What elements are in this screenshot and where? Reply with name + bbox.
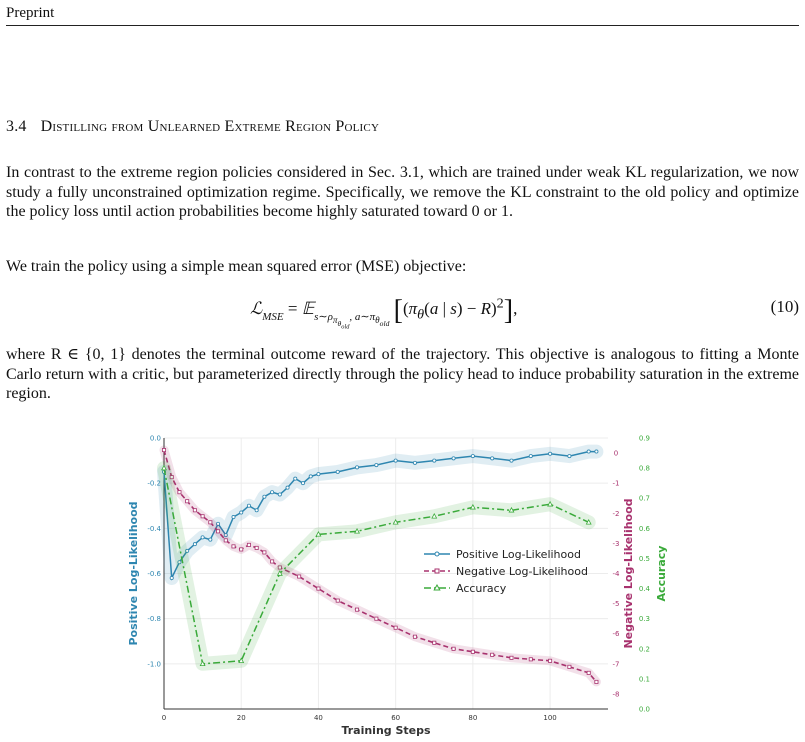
- y-right1-tick-label: -4: [612, 570, 620, 578]
- y-right1-tick-label: -3: [612, 539, 620, 548]
- data-point: [209, 521, 212, 524]
- data-point: [529, 454, 532, 457]
- y-right1-tick-label: -7: [612, 660, 620, 669]
- y-right1-tick-label: -5: [612, 600, 620, 609]
- data-point: [595, 450, 598, 453]
- y-right2-tick-label: 0.0: [638, 705, 650, 714]
- equation-number: (10): [770, 297, 799, 316]
- legend-label: Accuracy: [456, 582, 507, 595]
- y-right2-tick-label: 0.9: [638, 434, 650, 443]
- x-tick-label: 20: [236, 714, 246, 722]
- data-point: [394, 626, 397, 629]
- data-point: [224, 539, 227, 542]
- data-point: [548, 452, 551, 455]
- data-point: [309, 475, 312, 478]
- data-point: [298, 575, 301, 578]
- legend-marker: [435, 569, 439, 573]
- data-point: [186, 500, 189, 503]
- legend-marker: [435, 552, 439, 556]
- data-point: [178, 491, 181, 494]
- data-point: [471, 650, 474, 653]
- section-title: Distilling from Unlearned Extreme Region Policy: [40, 118, 380, 135]
- y-right1-tick-label: -2: [612, 509, 620, 518]
- data-point: [355, 466, 358, 469]
- data-point: [271, 560, 274, 563]
- equation-mse: [6, 285, 799, 333]
- y-right2-tick-label: 0.5: [638, 554, 650, 563]
- data-point: [510, 459, 513, 462]
- data-point: [209, 538, 212, 541]
- data-point: [568, 665, 571, 668]
- data-point: [263, 495, 266, 498]
- data-point: [587, 671, 590, 674]
- data-point: [247, 504, 250, 507]
- y-right2-axis-label: Accuracy: [655, 545, 668, 602]
- equation-body: ℒ$_{MSE}$ = 𝔼$_{s\sim\rho_{\pi_{\theta_{old}}}, a\sim\pi_{\theta_{old}}}$ [($\pi_\theta(a$ | s) − R)$^2$],: [250, 295, 518, 331]
- data-point: [286, 486, 289, 489]
- y-right2-tick-label: 0.6: [638, 524, 650, 533]
- data-point: [162, 448, 165, 451]
- training-chart: [118, 430, 688, 742]
- data-point: [317, 473, 320, 476]
- data-point: [394, 459, 397, 462]
- y-right2-tick-label: 0.7: [638, 494, 650, 503]
- y-left-tick-label: -1.0: [147, 660, 161, 669]
- data-point: [193, 543, 196, 546]
- data-point: [201, 536, 204, 539]
- y-left-tick-label: -0.6: [147, 570, 161, 578]
- data-point: [255, 509, 258, 512]
- data-point: [278, 493, 281, 496]
- data-point: [170, 576, 173, 579]
- data-point: [413, 635, 416, 638]
- data-point: [471, 454, 474, 457]
- legend-label: Positive Log-Likelihood: [456, 548, 581, 561]
- data-point: [336, 599, 339, 602]
- data-point: [336, 470, 339, 473]
- data-point: [294, 477, 297, 480]
- y-right2-tick-label: 0.1: [638, 675, 650, 684]
- data-point: [568, 454, 571, 457]
- paragraph-intro: In contrast to the extreme region policies considered in Sec. 3.1, which are trained under weak KL regularization, we now study a fully unconstrained optimization regime. Specifically, we remove the KL constraint to the old policy and optimize the policy loss until action probabilities become highly saturated toward 0 or 1.: [6, 164, 799, 220]
- x-tick-label: 0: [161, 714, 167, 722]
- data-point: [375, 464, 378, 467]
- x-axis-label: Training Steps: [341, 724, 431, 737]
- data-point: [491, 653, 494, 656]
- data-point: [491, 457, 494, 460]
- data-point: [301, 482, 304, 485]
- y-left-tick-label: -0.2: [147, 479, 161, 488]
- data-point: [201, 515, 204, 518]
- section-heading: [6, 118, 379, 136]
- data-point: [271, 491, 274, 494]
- data-point: [263, 551, 266, 554]
- x-tick-label: 80: [468, 714, 478, 722]
- data-point: [317, 587, 320, 590]
- y-right2-tick-label: 0.3: [638, 615, 650, 624]
- y-right1-tick-label: -6: [612, 630, 620, 639]
- data-point: [255, 546, 258, 549]
- data-point: [232, 515, 235, 518]
- data-point: [587, 450, 590, 453]
- data-point: [240, 511, 243, 514]
- y-left-tick-label: -0.4: [147, 524, 161, 533]
- y-left-tick-label: 0.0: [149, 434, 161, 443]
- section-number: 3.4: [6, 118, 27, 135]
- data-point: [240, 548, 243, 551]
- data-point: [413, 461, 416, 464]
- running-header: Preprint: [6, 5, 55, 21]
- data-point: [433, 641, 436, 644]
- y-right1-axis-label: Negative Log-Likelihood: [622, 498, 635, 649]
- data-point: [433, 459, 436, 462]
- y-left-tick-label: -0.8: [147, 615, 161, 624]
- y-right1-tick-label: 0: [613, 449, 619, 458]
- data-point: [452, 647, 455, 650]
- data-point: [548, 659, 551, 662]
- data-point: [452, 457, 455, 460]
- paragraph-explanation: where R ∈ {0, 1} denotes the terminal outcome reward of the trajectory. This objective is analogous to fitting a Monte Carlo return with a critic, but parameterized directly through the policy head to induce probability saturation in the extreme region.: [6, 346, 799, 402]
- legend-label: Negative Log-Likelihood: [456, 565, 588, 578]
- data-point: [355, 608, 358, 611]
- paragraph-objective: We train the policy using a simple mean squared error (MSE) objective:: [6, 258, 467, 275]
- legend-marker: [434, 585, 440, 590]
- data-point: [216, 530, 219, 533]
- data-point: [510, 656, 513, 659]
- data-point: [529, 658, 532, 661]
- data-point: [375, 617, 378, 620]
- x-tick-label: 100: [543, 714, 557, 722]
- x-tick-label: 40: [313, 714, 323, 722]
- data-point: [232, 545, 235, 548]
- y-right1-tick-label: -8: [612, 690, 620, 699]
- data-point: [595, 680, 598, 683]
- y-right2-tick-label: 0.8: [638, 464, 650, 473]
- y-left-axis-label: Positive Log-Likelihood: [127, 501, 140, 646]
- y-right1-tick-label: -1: [612, 479, 620, 488]
- data-point: [247, 543, 250, 546]
- data-point: [193, 509, 196, 512]
- header-rule: [6, 25, 799, 26]
- y-right2-tick-label: 0.2: [638, 645, 650, 654]
- y-right2-tick-label: 0.4: [638, 585, 650, 594]
- x-tick-label: 60: [391, 714, 401, 722]
